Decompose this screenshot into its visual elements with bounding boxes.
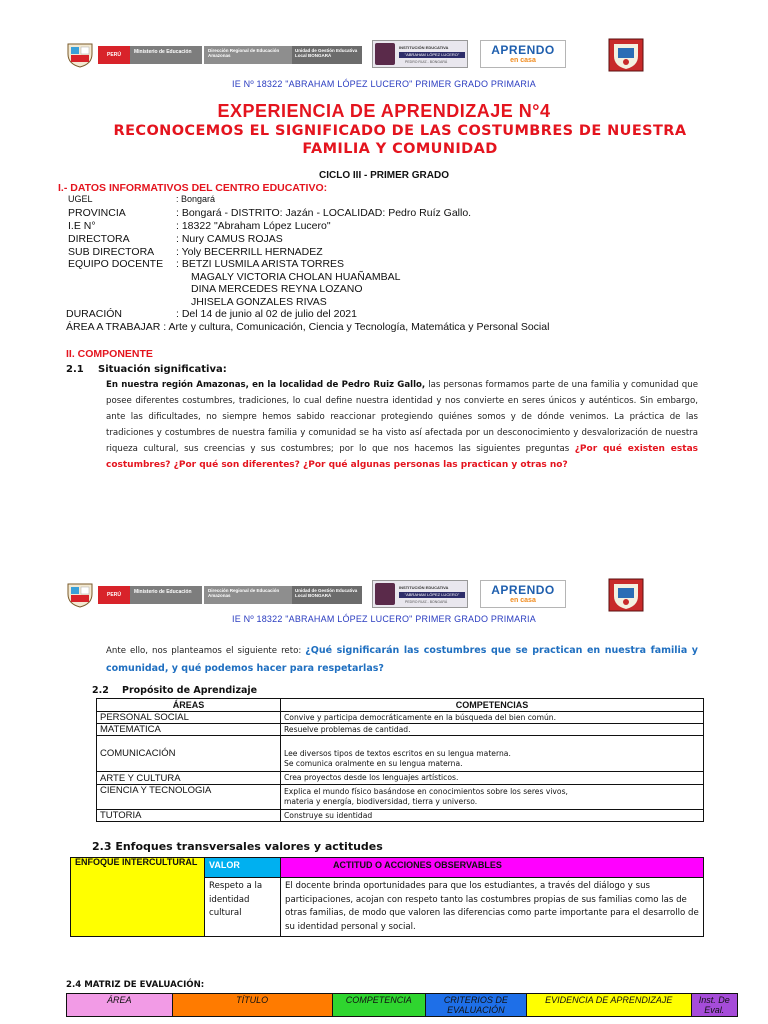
- area-cell: CIENCIA Y TECNOLOGIA: [97, 785, 281, 810]
- subsection-2-1-title: Situación significativa:: [98, 364, 227, 375]
- competencia-line-2: materia y energía, biodiversidad, tierra y universo.: [284, 797, 478, 806]
- col-areas: ÁREAS: [97, 699, 281, 712]
- table-row: [97, 736, 704, 772]
- section-1-heading: I.- DATOS INFORMATIVOS DEL CENTRO EDUCATIVO:: [58, 182, 328, 194]
- area-cell: MATEMATICA: [97, 724, 281, 736]
- reto-question: ¿Qué significarán las costumbres que se practican en nuestra familia y comunidad, y qué podemos hacer para respetarlas?: [106, 645, 699, 674]
- actitud-cell: El docente brinda oportunidades para que los estudiantes, a través del diálogo y sus participaciones, acojan con respeto tanto las costumbres propias de sus familias como las de otras familias, de modo que valoren las diferencias como parte importante para el desarrollo de su identidad personal y social.: [281, 878, 704, 937]
- duracion-value: : Del 14 de junio al 02 de julio del 2021: [176, 308, 357, 320]
- actitud-header: ACTITUD O ACCIONES OBSERVABLES: [281, 858, 704, 878]
- provincia-label: PROVINCIA: [68, 207, 126, 219]
- minedu-logo: [98, 586, 202, 604]
- ciclo-label: CICLO III - PRIMER GRADO: [319, 170, 449, 181]
- peru-label: PERÚ: [98, 586, 130, 604]
- area-cell: TUTORIA: [97, 810, 281, 822]
- matriz-col-area: ÁREA: [67, 994, 173, 1017]
- aprendo-en-casa-logo: [480, 580, 566, 608]
- competencia-cell: [281, 736, 704, 772]
- ugel-label: UGEL: [68, 194, 93, 204]
- ministerio-label: Ministerio de Educación: [134, 49, 192, 55]
- table-row: [97, 772, 704, 785]
- subsection-2-4-title: 2.4 MATRIZ DE EVALUACIÓN:: [66, 980, 205, 990]
- en-casa-label: en casa: [510, 597, 536, 604]
- subsection-2-1: [66, 364, 227, 375]
- page-subtitle: [100, 122, 700, 158]
- enfoque-cell: ENFOQUE INTERCULTURAL: [71, 858, 205, 937]
- competencia-cell: Convive y participa democráticamente en la búsqueda del bien común.: [281, 712, 704, 724]
- header-logos-2: [66, 578, 716, 612]
- valor-cell: Respeto a la identidad cultural: [205, 878, 281, 937]
- aprendo-en-casa-logo: [480, 40, 566, 68]
- subsection-2-1-number: 2.1: [66, 364, 84, 375]
- en-casa-label: en casa: [510, 57, 536, 64]
- ie-emblem-icon: [375, 43, 395, 65]
- provincia-value: : Bongará - DISTRITO: Jazán - LOCALIDAD: Pedro Ruíz Gallo.: [176, 207, 472, 219]
- header-logos: [66, 38, 716, 72]
- ie-badge-place: PEDRO RUIZ - BONGARÁ: [405, 600, 448, 604]
- aprendo-label: APRENDO: [491, 43, 555, 57]
- reto-paragraph: [106, 642, 698, 678]
- peru-shield-icon: [66, 42, 94, 68]
- enfoques-header-row: [71, 858, 704, 878]
- dre-label: Dirección Regional de Educación Amazonas: [208, 48, 280, 58]
- ie-badge-place: PEDRO RUIZ - BONGARÁ: [405, 60, 448, 64]
- purpose-table: [96, 698, 704, 822]
- equipo-value-4: JHISELA GONZALES RIVAS: [191, 296, 327, 308]
- competencia-line-1: Explica el mundo físico basándose en conocimientos sobre los seres vivos,: [284, 787, 568, 796]
- ie-badge: [372, 580, 468, 608]
- directora-label: DIRECTORA: [68, 233, 130, 245]
- matriz-col-criterios: CRITERIOS DE EVALUACIÓN: [425, 994, 526, 1017]
- school-crest-icon: [608, 578, 644, 612]
- subsection-2-2-title: Propósito de Aprendizaje: [122, 685, 258, 696]
- equipo-value-1: : BETZI LUSMILA ARISTA TORRES: [176, 258, 345, 270]
- ministerio-label: Ministerio de Educación: [134, 589, 192, 595]
- duracion-label: DURACIÓN: [66, 308, 123, 320]
- subdirectora-value: : Yoly BECERRILL HERNADEZ: [176, 246, 323, 258]
- ie-label: I.E N°: [68, 220, 96, 232]
- subtitle-line-2: FAMILIA Y COMUNIDAD: [302, 141, 498, 157]
- matriz-col-titulo: TÍTULO: [172, 994, 332, 1017]
- situation-text: las personas formamos parte de una familia y comunidad que posee diferentes costumbres, tradiciones, lo cual define nuestra identidad y nos convierte en seres únicos y auténticos. Sin embargo, ante las dificultades, no siempre hemos sabido reaccionar protegiendo quiénes somos y de dónde venimos. La práctica de las tradiciones y costumbres de nuestra familia y comunidad se ha visto así afectada por un desconocimiento y desvalorización de nuestra riqueza cultural, sus creencias y sus costumbres; por lo que nos hacemos las siguientes preguntas: [106, 380, 698, 454]
- subdirectora-label: SUB DIRECTORA: [68, 246, 155, 258]
- table-row: [97, 810, 704, 822]
- competencia-line-1: Lee diversos tipos de textos escritos en su lengua materna.: [284, 748, 511, 758]
- competencia-cell: Construye su identidad: [281, 810, 704, 822]
- enfoques-table: [70, 857, 704, 937]
- subtitle-line-1: RECONOCEMOS EL SIGNIFICADO DE LAS COSTUMBRES DE NUESTRA: [113, 123, 687, 139]
- reto-text: Ante ello, nos planteamos el siguiente reto:: [106, 646, 306, 656]
- ie-badge-top: INSTITUCIÓN EDUCATIVA: [399, 45, 449, 50]
- section-2-heading: II. COMPONENTE: [66, 348, 153, 360]
- competencia-cell: Crea proyectos desde los lenguajes artísticos.: [281, 772, 704, 785]
- directora-value: : Nury CAMUS ROJAS: [176, 233, 283, 245]
- dre-label: Dirección Regional de Educación Amazonas: [208, 588, 280, 598]
- ie-badge: [372, 40, 468, 68]
- situation-paragraph: [106, 377, 698, 473]
- table-row: [97, 785, 704, 810]
- ugel-value: : Bongará: [176, 194, 216, 204]
- matriz-col-evidencia: EVIDENCIA DE APRENDIZAJE: [526, 994, 691, 1017]
- matriz-col-instrumento: Inst. De Eval.: [691, 994, 737, 1017]
- ie-badge-top: INSTITUCIÓN EDUCATIVA: [399, 585, 449, 590]
- matriz-table: [66, 993, 738, 1017]
- purpose-header-row: [97, 699, 704, 712]
- competencia-cell: [281, 785, 704, 810]
- competencia-cell: Resuelve problemas de cantidad.: [281, 724, 704, 736]
- peru-shield-icon: [66, 582, 94, 608]
- school-line: IE Nº 18322 "ABRAHAM LÓPEZ LUCERO" PRIMER GRADO PRIMARIA: [232, 79, 536, 89]
- area-cell: COMUNICACIÓN: [97, 736, 281, 772]
- subsection-2-2: [92, 685, 257, 696]
- matriz-col-competencia: COMPETENCIA: [332, 994, 425, 1017]
- ie-badge-name: "ABRAHAM LÓPEZ LUCERO": [399, 592, 465, 598]
- minedu-logo: [98, 46, 202, 64]
- equipo-value-2: MAGALY VICTORIA CHOLAN HUAÑAMBAL: [191, 271, 401, 283]
- col-competencias: COMPETENCIAS: [281, 699, 704, 712]
- competencia-line-2: Se comunica oralmente en su lengua materna.: [284, 758, 463, 768]
- area-cell: PERSONAL SOCIAL: [97, 712, 281, 724]
- valor-header: VALOR: [205, 858, 281, 878]
- subsection-2-2-number: 2.2: [92, 685, 109, 696]
- ie-badge-name: "ABRAHAM LÓPEZ LUCERO": [399, 52, 465, 58]
- ugel-logo: Unidad de Gestión Educativa Local BONGARÁ: [292, 46, 362, 64]
- situation-bold: En nuestra región Amazonas, en la localidad de Pedro Ruiz Gallo,: [106, 380, 426, 390]
- school-line-2: IE Nº 18322 "ABRAHAM LÓPEZ LUCERO" PRIMER GRADO PRIMARIA: [232, 614, 536, 624]
- matriz-header-row: [67, 994, 738, 1017]
- area-cell: ARTE Y CULTURA: [97, 772, 281, 785]
- area-line: ÁREA A TRABAJAR : Arte y cultura, Comunicación, Ciencia y Tecnología, Matemática y Personal Social: [66, 321, 550, 333]
- ie-emblem-icon: [375, 583, 395, 605]
- table-row: [97, 712, 704, 724]
- peru-label: PERÚ: [98, 46, 130, 64]
- ie-value: : 18322 "Abraham López Lucero": [176, 220, 331, 232]
- table-row: [97, 724, 704, 736]
- school-crest-icon: [608, 38, 644, 72]
- equipo-label: EQUIPO DOCENTE: [68, 258, 164, 270]
- equipo-value-3: DINA MERCEDES REYNA LOZANO: [191, 283, 363, 295]
- subsection-2-3-title: 2.3 Enfoques transversales valores y actitudes: [92, 840, 383, 853]
- situation-questions: ¿Por qué existen estas costumbres? ¿Por qué son diferentes? ¿Por qué algunas personas las practican y otras no?: [106, 444, 698, 470]
- aprendo-label: APRENDO: [491, 583, 555, 597]
- page-title: EXPERIENCIA DE APRENDIZAJE N°4: [217, 101, 551, 121]
- ugel-logo: Unidad de Gestión Educativa Local BONGARÁ: [292, 586, 362, 604]
